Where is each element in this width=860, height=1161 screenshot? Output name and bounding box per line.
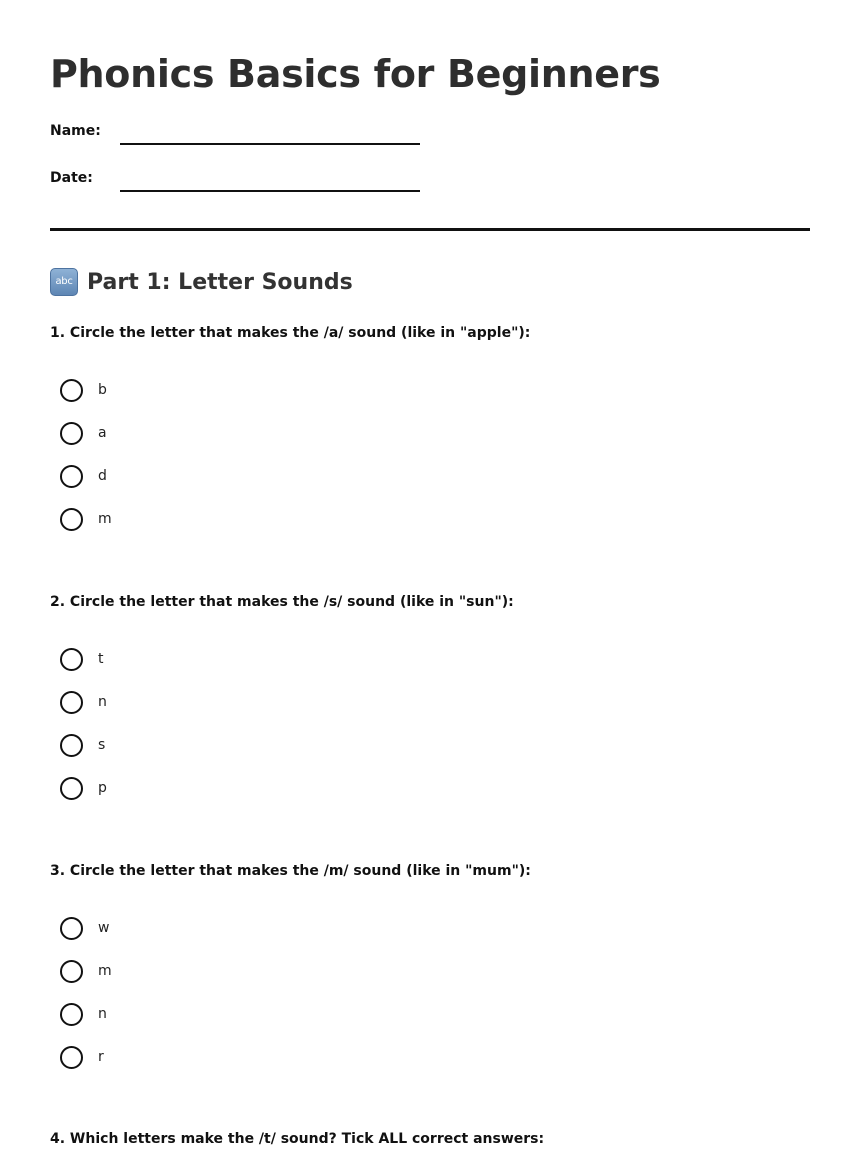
option-s[interactable] bbox=[60, 734, 360, 777]
radio-circle-icon[interactable] bbox=[60, 960, 83, 983]
option-t[interactable] bbox=[60, 648, 360, 691]
date-field[interactable] bbox=[120, 190, 420, 192]
answer-options bbox=[60, 379, 360, 551]
option-label: s bbox=[98, 737, 106, 753]
date-label: Date: bbox=[50, 170, 93, 186]
option-label: n bbox=[98, 1006, 107, 1022]
option-m[interactable] bbox=[60, 508, 360, 551]
question-prompt: 3. Circle the letter that makes the /m/ sound (like in "mum"): bbox=[50, 863, 531, 879]
question-4 bbox=[50, 1129, 810, 1149]
radio-circle-icon[interactable] bbox=[60, 379, 83, 402]
name-field[interactable] bbox=[120, 143, 420, 145]
option-p[interactable] bbox=[60, 777, 360, 820]
question-prompt: 4. Which letters make the /t/ sound? Tick ALL correct answers: bbox=[50, 1131, 545, 1147]
option-r[interactable] bbox=[60, 1046, 360, 1089]
option-a[interactable] bbox=[60, 422, 360, 465]
abc-icon: abc bbox=[50, 268, 78, 296]
radio-circle-icon[interactable] bbox=[60, 648, 83, 671]
page-title: Phonics Basics for Beginners bbox=[50, 52, 661, 96]
option-label: m bbox=[98, 963, 112, 979]
header-divider bbox=[50, 228, 810, 231]
option-d[interactable] bbox=[60, 465, 360, 508]
option-label: r bbox=[98, 1049, 104, 1065]
name-label: Name: bbox=[50, 123, 101, 139]
answer-options bbox=[60, 648, 360, 820]
question-1 bbox=[50, 323, 810, 527]
radio-circle-icon[interactable] bbox=[60, 1003, 83, 1026]
question-prompt: 2. Circle the letter that makes the /s/ sound (like in "sun"): bbox=[50, 594, 514, 610]
option-label: t bbox=[98, 651, 104, 667]
question-3 bbox=[50, 861, 810, 1065]
option-m[interactable] bbox=[60, 960, 360, 1003]
option-n[interactable] bbox=[60, 691, 360, 734]
question-prompt: 1. Circle the letter that makes the /a/ sound (like in "apple"): bbox=[50, 325, 531, 341]
option-b[interactable] bbox=[60, 379, 360, 422]
section-heading bbox=[50, 266, 353, 298]
option-label: p bbox=[98, 780, 107, 796]
option-n[interactable] bbox=[60, 1003, 360, 1046]
option-label: d bbox=[98, 468, 107, 484]
radio-circle-icon[interactable] bbox=[60, 691, 83, 714]
option-label: a bbox=[98, 425, 107, 441]
radio-circle-icon[interactable] bbox=[60, 734, 83, 757]
option-w[interactable] bbox=[60, 917, 360, 960]
option-label: b bbox=[98, 382, 107, 398]
option-label: w bbox=[98, 920, 110, 936]
answer-options bbox=[60, 917, 360, 1089]
radio-circle-icon[interactable] bbox=[60, 917, 83, 940]
radio-circle-icon[interactable] bbox=[60, 777, 83, 800]
option-label: n bbox=[98, 694, 107, 710]
radio-circle-icon[interactable] bbox=[60, 1046, 83, 1069]
radio-circle-icon[interactable] bbox=[60, 508, 83, 531]
radio-circle-icon[interactable] bbox=[60, 422, 83, 445]
section-title: Part 1: Letter Sounds bbox=[87, 269, 353, 295]
radio-circle-icon[interactable] bbox=[60, 465, 83, 488]
option-label: m bbox=[98, 511, 112, 527]
question-2 bbox=[50, 592, 810, 796]
